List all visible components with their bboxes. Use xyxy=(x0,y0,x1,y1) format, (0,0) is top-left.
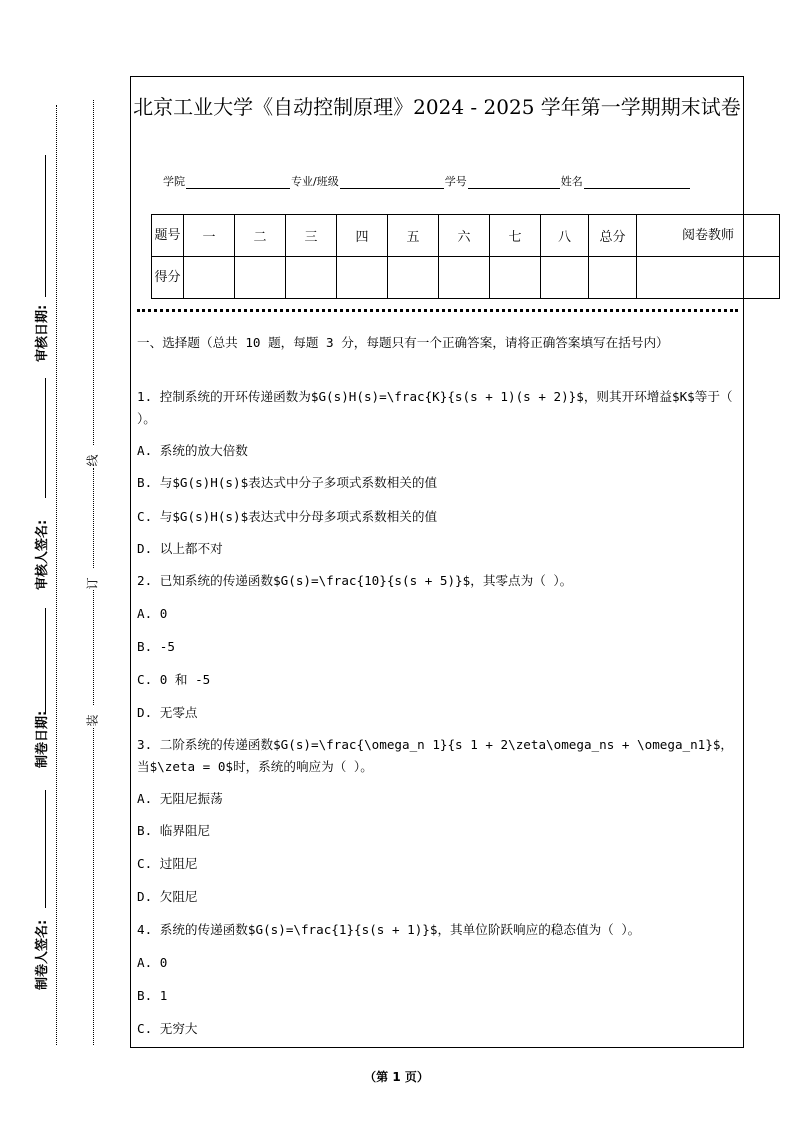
binding-char-line: 线 xyxy=(85,454,100,467)
binding-dotted-line-4 xyxy=(93,728,94,1045)
q1-stem: 1. 控制系统的开环传递函数为$G(s)H(s)=\frac{K}{s(s + 1)(s + 2)}$，则其开环增益$K$等于（ ）。 xyxy=(137,389,733,426)
score-col-6: 六 xyxy=(439,215,490,257)
q1-option-b[interactable]: B. 与$G(s)H(s)$表达式中分子多项式系数相关的值 xyxy=(137,475,438,490)
q4-stem: 4. 系统的传递函数$G(s)=\frac{1}{s(s + 1)}$，其单位阶跃响应的稳态值为（ ）。 xyxy=(137,922,641,937)
sidebar-outer-dotted-line xyxy=(56,105,57,1045)
score-col-3: 三 xyxy=(286,215,337,257)
score-col-5: 五 xyxy=(388,215,439,257)
q1-option-d[interactable]: D. 以上都不对 xyxy=(137,541,223,556)
binding-dotted-line-2 xyxy=(93,468,94,568)
q3-option-c[interactable]: C. 过阻尼 xyxy=(137,856,198,871)
major-class-blank[interactable] xyxy=(340,176,444,189)
dotted-separator xyxy=(137,309,738,312)
score-col-grader: 阅卷教师 xyxy=(637,215,780,257)
q4-option-c[interactable]: C. 无穷大 xyxy=(137,1021,198,1036)
score-col-1: 一 xyxy=(184,215,235,257)
name-blank[interactable] xyxy=(584,176,690,189)
student-id-label: 学号 xyxy=(444,175,467,188)
major-class-label: 专业/班级 xyxy=(291,175,339,188)
student-id-blank[interactable] xyxy=(468,176,560,189)
binding-dotted-line-3 xyxy=(93,590,94,705)
sidebar-prepare-date-label: 制卷日期: xyxy=(35,710,50,768)
college-blank[interactable] xyxy=(186,176,290,189)
section1-heading: 一、选择题（总共 10 题，每题 3 分，每题只有一个正确答案，请将正确答案填写在括号内） xyxy=(137,335,669,350)
score-cell-grader[interactable] xyxy=(637,257,780,299)
sidebar-reviewer-sign-line xyxy=(45,378,46,498)
score-col-7: 七 xyxy=(490,215,541,257)
exam-title: 北京工业大学《自动控制原理》2024 - 2025 学年第一学期期末试卷 xyxy=(133,95,741,119)
score-table-header-label: 题号 xyxy=(152,215,184,257)
q3-stem: 3. 二阶系统的传递函数$G(s)=\frac{\omega_n 1}{s 1 + 2\zeta\omega_ns + \omega_n1}$，当$\zeta = 0$时，系统的响应为（ ）。 xyxy=(137,737,734,774)
page-number: （第 1 页） xyxy=(364,1070,429,1084)
q1-option-c[interactable]: C. 与$G(s)H(s)$表达式中分母多项式系数相关的值 xyxy=(137,509,438,524)
q3-option-b[interactable]: B. 临界阻尼 xyxy=(137,823,211,838)
name-label: 姓名 xyxy=(560,175,583,188)
sidebar-prepare-date-line xyxy=(45,608,46,713)
score-cell-5[interactable] xyxy=(388,257,439,299)
q1-option-a[interactable]: A. 系统的放大倍数 xyxy=(137,443,248,458)
q4-option-b[interactable]: B. 1 xyxy=(137,988,168,1003)
q3-option-d[interactable]: D. 欠阻尼 xyxy=(137,889,198,904)
sidebar-review-date-label: 审核日期: xyxy=(35,304,50,362)
q2-stem: 2. 已知系统的传递函数$G(s)=\frac{10}{s(s + 5)}$，其零点为（ ）。 xyxy=(137,573,573,588)
sidebar-reviewer-sign-label: 审核人签名: xyxy=(35,519,50,590)
college-label: 学院 xyxy=(163,175,185,188)
score-col-2: 二 xyxy=(235,215,286,257)
score-col-8: 八 xyxy=(541,215,589,257)
binding-char-staple: 订 xyxy=(85,577,100,590)
sidebar-review-date-line xyxy=(45,155,46,297)
q3-option-a[interactable]: A. 无阻尼振荡 xyxy=(137,791,223,806)
q2-option-c[interactable]: C. 0 和 -5 xyxy=(137,672,211,687)
score-table-score-label: 得分 xyxy=(152,257,184,299)
binding-char-seal: 装 xyxy=(85,714,100,727)
score-col-4: 四 xyxy=(337,215,388,257)
student-info-row xyxy=(163,173,691,189)
q2-option-d[interactable]: D. 无零点 xyxy=(137,705,198,720)
q2-option-b[interactable]: B. -5 xyxy=(137,639,175,654)
q4-option-a[interactable]: A. 0 xyxy=(137,955,168,970)
score-col-total: 总分 xyxy=(589,215,637,257)
q2-option-a[interactable]: A. 0 xyxy=(137,606,168,621)
binding-dotted-line-1 xyxy=(93,100,94,445)
score-table xyxy=(151,214,780,299)
score-cell-7[interactable] xyxy=(490,257,541,299)
score-cell-3[interactable] xyxy=(286,257,337,299)
sidebar-preparer-sign-label: 制卷人签名: xyxy=(35,919,50,990)
score-cell-8[interactable] xyxy=(541,257,589,299)
score-cell-2[interactable] xyxy=(235,257,286,299)
score-cell-6[interactable] xyxy=(439,257,490,299)
sidebar-preparer-sign-line xyxy=(45,790,46,908)
score-cell-total[interactable] xyxy=(589,257,637,299)
score-cell-4[interactable] xyxy=(337,257,388,299)
score-cell-1[interactable] xyxy=(184,257,235,299)
